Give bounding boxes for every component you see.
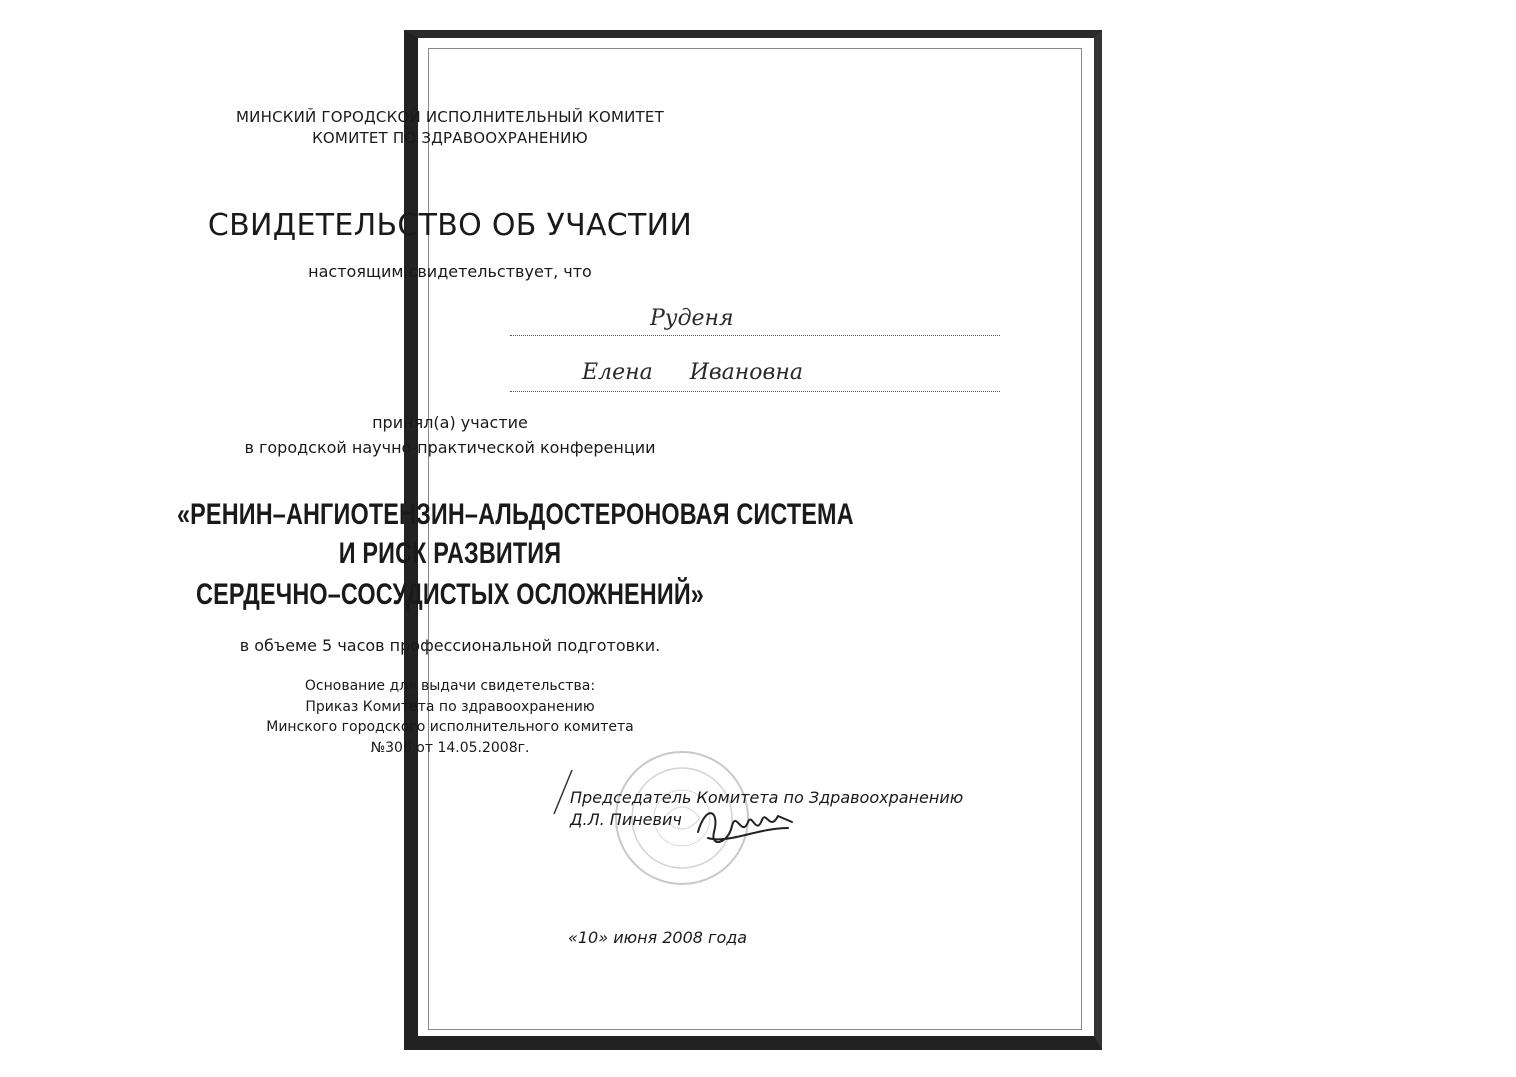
volume-text: в объеме 5 часов профессиональной подготовки. [239,636,661,655]
basis-line-2: Приказ Комитета по здравоохранению [305,699,595,715]
intro-text: настоящим свидетельствует, что [308,262,592,281]
basis-line-1: Основание для выдачи свидетельства: [304,678,596,694]
conference-title-line-3: СЕРДЕЧНО–СОСУДИСТЫХ ОСЛОЖНЕНИЙ» [196,578,704,611]
signature-icon [688,792,798,862]
header-line-1: МИНСКИЙ ГОРОДСКОЙ ИСПОЛНИТЕЛЬНЫЙ КОМИТЕТ [236,108,664,126]
recipient-name: Елена Ивановна [582,360,803,385]
signatory-position: Председатель Комитета по Здравоохранению [570,788,964,807]
participation-line-2: в городской научно-практической конференции [244,438,656,457]
issue-date: «10» июня 2008 года [568,928,748,947]
basis-line-4: №306 от 14.05.2008г. [370,740,530,756]
conference-title-line-1: «РЕНИН–АНГИОТЕНЗИН–АЛЬДОСТЕРОНОВАЯ СИСТЕМА [177,498,854,531]
conference-title-line-2: И РИСК РАЗВИТИЯ [338,537,562,570]
participation-line-1: принял(а) участие [372,413,528,432]
certificate-title: СВИДЕТЕЛЬСТВО ОБ УЧАСТИИ [207,208,693,243]
recipient-surname: Руденя [650,306,734,331]
header-line-2: КОМИТЕТ ПО ЗДРАВООХРАНЕНИЮ [312,129,588,147]
basis-line-3: Минского городского исполнительного комитета [266,719,634,735]
name-line [510,391,1000,392]
signatory-name: Д.Л. Пиневич [570,810,682,829]
surname-line [510,335,1000,336]
